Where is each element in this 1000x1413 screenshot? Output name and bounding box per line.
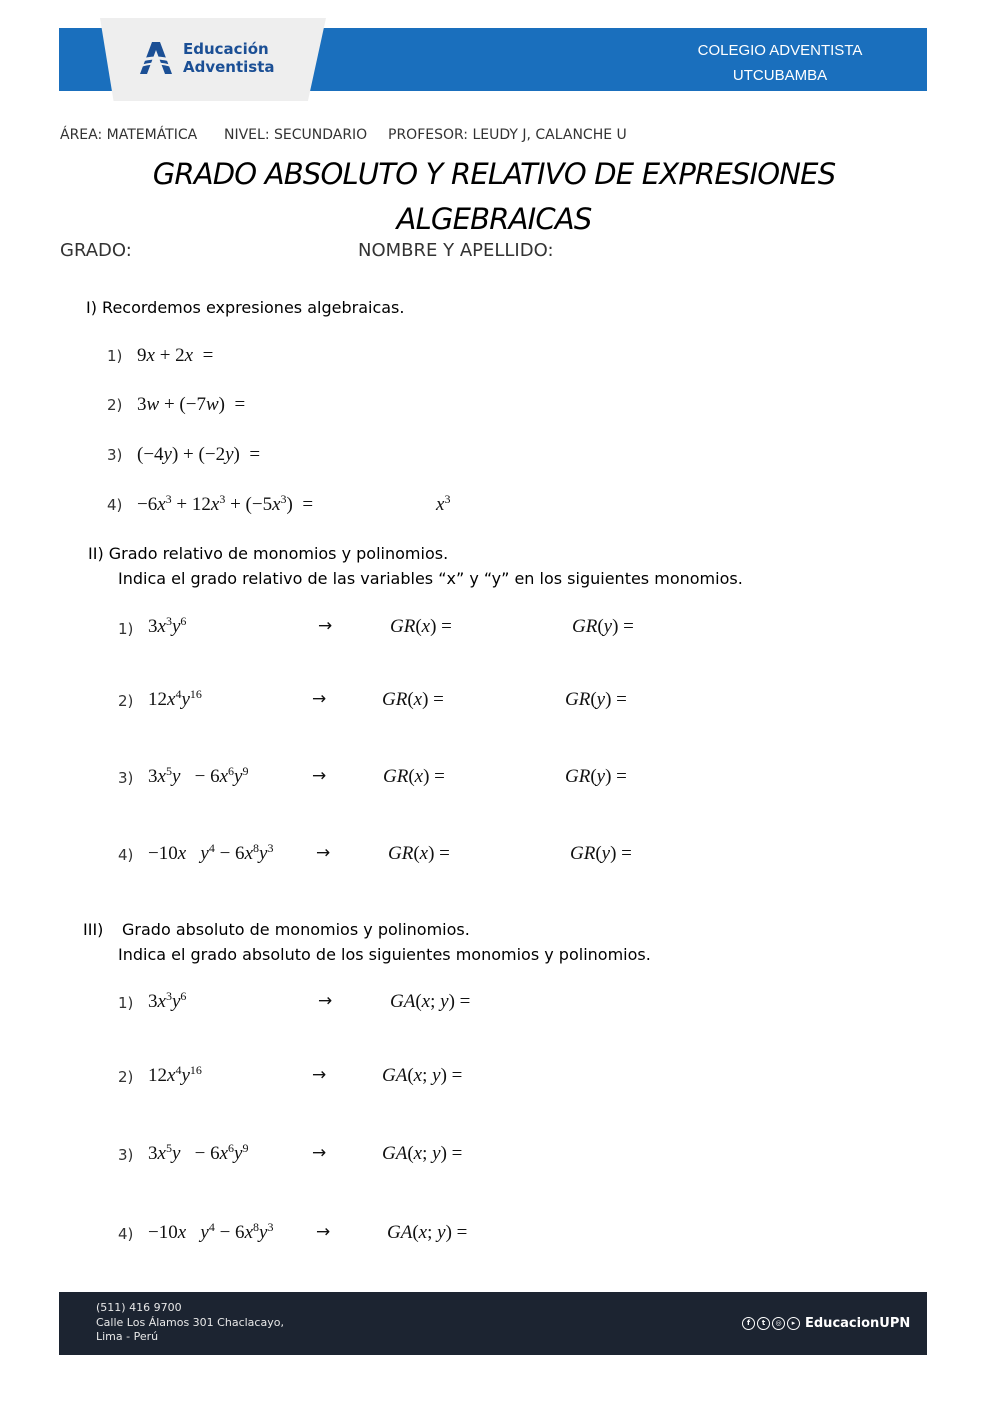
s2-item-2-gr-x: GR(x) = xyxy=(382,689,444,710)
section-2-heading: II) Grado relativo de monomios y polinomios. xyxy=(88,544,449,563)
s2-item-2-arrow: → xyxy=(312,689,327,709)
s2-item-2-gr-y: GR(y) = xyxy=(565,689,627,710)
s2-item-4-arrow: → xyxy=(316,843,331,863)
page-title xyxy=(60,152,928,242)
meta-nivel: NIVEL: SECUNDARIO xyxy=(224,127,368,143)
s3-item-4-ga: GA(x; y) = xyxy=(387,1222,468,1243)
s1-item-3-expression: (−4y) + (−2y) = xyxy=(137,444,261,465)
instagram-icon[interactable]: ◎ xyxy=(772,1317,785,1330)
s2-item-4-gr-x: GR(x) = xyxy=(388,843,450,864)
s3-item-2-ga: GA(x; y) = xyxy=(382,1065,463,1086)
s3-item-2-arrow: → xyxy=(312,1065,327,1085)
s2-item-3-expression: $3x^5y - 6x^6y^9$ xyxy=(148,764,249,787)
footer-address-line-2: Lima - Perú xyxy=(96,1330,159,1343)
s1-item-4-extra: $x^3$ xyxy=(436,492,451,515)
s2-item-1-gr-y: GR(y) = xyxy=(572,616,634,637)
s2-item-2-number: 2) xyxy=(118,692,134,710)
educacion-adventista-logo-icon xyxy=(138,40,174,76)
nombre-field-label: NOMBRE Y APELLIDO: xyxy=(358,240,554,261)
section-1-heading: I) Recordemos expresiones algebraicas. xyxy=(86,298,405,317)
s2-item-1-arrow: → xyxy=(318,616,333,636)
s1-item-4-expression: $-6x^3 + 12x^3 + (-5x^3)$ = xyxy=(137,492,314,515)
school-line-2: UTCUBAMBA xyxy=(732,67,828,84)
school-line-1: COLEGIO ADVENTISTA xyxy=(697,42,863,59)
s1-item-1-number: 1) xyxy=(107,347,123,365)
footer-phone: (511) 416 9700 xyxy=(96,1301,182,1314)
s1-item-3-number: 3) xyxy=(107,446,123,464)
meta-area: ÁREA: MATEMÁTICA xyxy=(60,127,198,143)
footer-social xyxy=(742,1316,910,1331)
s3-item-2-number: 2) xyxy=(118,1068,134,1086)
youtube-icon[interactable]: ▸ xyxy=(787,1317,800,1330)
s3-item-4-arrow: → xyxy=(316,1222,331,1242)
s2-item-3-number: 3) xyxy=(118,769,134,787)
logo-line-2: Adventista xyxy=(183,58,275,76)
s3-item-4-expression: −10x $y^4 - 6x^8y^3$ xyxy=(148,1220,274,1243)
twitter-icon[interactable]: t xyxy=(757,1317,770,1330)
grado-field-label: GRADO: xyxy=(60,240,132,261)
s3-item-4-number: 4) xyxy=(118,1225,134,1243)
section-2-instruction: Indica el grado relativo de las variables “x” y “y” en los siguientes monomios. xyxy=(118,569,743,588)
s1-item-4-number: 4) xyxy=(107,496,123,514)
s3-item-1-arrow: → xyxy=(318,991,333,1011)
s2-item-3-arrow: → xyxy=(312,766,327,786)
s3-item-1-number: 1) xyxy=(118,994,134,1012)
section-3-number: III) xyxy=(83,920,104,939)
section-3-instruction: Indica el grado absoluto de los siguientes monomios y polinomios. xyxy=(118,945,651,964)
s3-item-1-expression: $3x^3y^6$ xyxy=(148,989,187,1012)
s1-item-2-number: 2) xyxy=(107,396,123,414)
s2-item-2-expression: $12x^4y^{16}$ xyxy=(148,687,202,710)
s1-item-2-expression: 3w + (−7w) = xyxy=(137,394,246,415)
s2-item-1-gr-x: GR(x) = xyxy=(390,616,452,637)
meta-profesor: PROFESOR: LEUDY J, CALANCHE U xyxy=(388,127,627,143)
facebook-icon[interactable]: f xyxy=(742,1317,755,1330)
logo-wordmark xyxy=(183,40,275,76)
s1-item-1-expression: 9x + 2x = xyxy=(137,345,214,366)
s2-item-4-expression: −10x $y^4 - 6x^8y^3$ xyxy=(148,841,274,864)
s2-item-4-number: 4) xyxy=(118,846,134,864)
footer-address-line-1: Calle Los Álamos 301 Chaclacayo, xyxy=(96,1315,284,1329)
social-handle[interactable]: EducacionUPN xyxy=(805,1316,911,1331)
s2-item-1-number: 1) xyxy=(118,620,134,638)
s2-item-3-gr-x: GR(x) = xyxy=(383,766,445,787)
title-line-2: ALGEBRAICAS xyxy=(396,202,592,236)
logo-line-1: Educación xyxy=(183,40,269,58)
s3-item-1-ga: GA(x; y) = xyxy=(390,991,471,1012)
s3-item-3-number: 3) xyxy=(118,1146,134,1164)
section-3-heading: Grado absoluto de monomios y polinomios. xyxy=(122,920,470,939)
s2-item-3-gr-y: GR(y) = xyxy=(565,766,627,787)
footer-contact xyxy=(96,1301,284,1345)
s2-item-1-expression: $3x^3y^6$ xyxy=(148,614,187,637)
s3-item-3-arrow: → xyxy=(312,1143,327,1163)
school-name xyxy=(690,38,870,88)
s3-item-3-expression: $3x^5y - 6x^6y^9$ xyxy=(148,1141,249,1164)
s2-item-4-gr-y: GR(y) = xyxy=(570,843,632,864)
title-line-1: GRADO ABSOLUTO Y RELATIVO DE EXPRESIONES xyxy=(152,157,836,191)
s3-item-2-expression: $12x^4y^{16}$ xyxy=(148,1063,202,1086)
s3-item-3-ga: GA(x; y) = xyxy=(382,1143,463,1164)
